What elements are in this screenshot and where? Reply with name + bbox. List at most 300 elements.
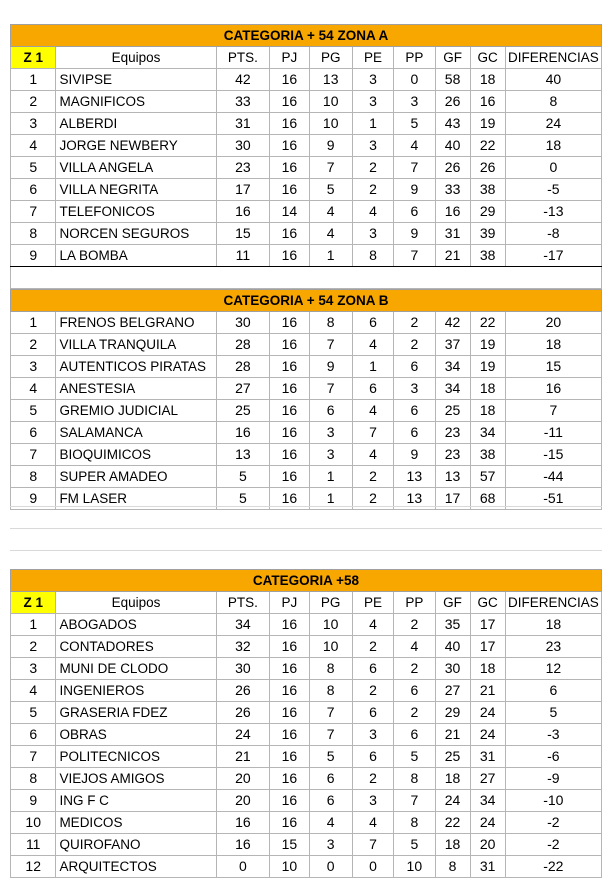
lost-cell[interactable]: 10 bbox=[394, 856, 435, 878]
won-cell[interactable]: 7 bbox=[309, 334, 352, 356]
team-name-cell[interactable]: MUNI DE CLODO bbox=[56, 658, 216, 680]
rank-cell[interactable]: 5 bbox=[11, 400, 56, 422]
points-cell[interactable]: 28 bbox=[216, 356, 270, 378]
goals-for-cell[interactable]: 18 bbox=[435, 834, 470, 856]
played-cell[interactable]: 16 bbox=[270, 812, 309, 834]
goals-for-cell[interactable]: 31 bbox=[435, 223, 470, 245]
goals-against-cell[interactable]: 38 bbox=[470, 179, 505, 201]
played-cell[interactable]: 16 bbox=[270, 466, 309, 488]
lost-cell[interactable]: 2 bbox=[394, 658, 435, 680]
goal-difference-cell[interactable]: -51 bbox=[505, 488, 601, 510]
header-cell[interactable]: DIFERENCIAS bbox=[505, 592, 601, 614]
goals-against-cell[interactable]: 68 bbox=[470, 488, 505, 510]
played-cell[interactable]: 16 bbox=[270, 790, 309, 812]
team-name-cell[interactable]: JORGE NEWBERY bbox=[56, 135, 216, 157]
team-name-cell[interactable]: MAGNIFICOS bbox=[56, 91, 216, 113]
won-cell[interactable]: 4 bbox=[309, 223, 352, 245]
goals-for-cell[interactable]: 34 bbox=[435, 378, 470, 400]
rank-cell[interactable]: 4 bbox=[11, 135, 56, 157]
won-cell[interactable]: 3 bbox=[309, 834, 352, 856]
played-cell[interactable]: 16 bbox=[270, 356, 309, 378]
rank-cell[interactable]: 6 bbox=[11, 179, 56, 201]
table-title[interactable]: CATEGORIA +58 bbox=[11, 570, 602, 592]
rank-cell[interactable]: 11 bbox=[11, 834, 56, 856]
lost-cell[interactable]: 13 bbox=[394, 466, 435, 488]
points-cell[interactable]: 33 bbox=[216, 91, 270, 113]
played-cell[interactable]: 16 bbox=[270, 135, 309, 157]
goals-for-cell[interactable]: 23 bbox=[435, 444, 470, 466]
lost-cell[interactable]: 8 bbox=[394, 768, 435, 790]
played-cell[interactable]: 16 bbox=[270, 91, 309, 113]
goals-for-cell[interactable]: 27 bbox=[435, 680, 470, 702]
goals-against-cell[interactable]: 24 bbox=[470, 724, 505, 746]
rank-cell[interactable]: 4 bbox=[11, 378, 56, 400]
goals-for-cell[interactable]: 21 bbox=[435, 724, 470, 746]
goals-against-cell[interactable]: 18 bbox=[470, 400, 505, 422]
goals-against-cell[interactable]: 26 bbox=[470, 157, 505, 179]
played-cell[interactable]: 16 bbox=[270, 400, 309, 422]
points-cell[interactable]: 27 bbox=[216, 378, 270, 400]
won-cell[interactable]: 1 bbox=[309, 488, 352, 510]
empty-cell[interactable] bbox=[11, 267, 602, 289]
points-cell[interactable]: 26 bbox=[216, 680, 270, 702]
rank-cell[interactable]: 4 bbox=[11, 680, 56, 702]
points-cell[interactable]: 23 bbox=[216, 157, 270, 179]
goals-against-cell[interactable]: 27 bbox=[470, 768, 505, 790]
zone-header-cell[interactable]: Z 1 bbox=[11, 592, 56, 614]
goals-for-cell[interactable]: 24 bbox=[435, 790, 470, 812]
lost-cell[interactable]: 8 bbox=[394, 812, 435, 834]
played-cell[interactable]: 16 bbox=[270, 422, 309, 444]
team-name-cell[interactable]: SIVIPSE bbox=[56, 69, 216, 91]
drawn-cell[interactable]: 1 bbox=[352, 356, 393, 378]
points-cell[interactable]: 42 bbox=[216, 69, 270, 91]
goals-against-cell[interactable]: 31 bbox=[470, 856, 505, 878]
played-cell[interactable]: 16 bbox=[270, 334, 309, 356]
header-cell[interactable]: PTS. bbox=[216, 592, 270, 614]
drawn-cell[interactable]: 4 bbox=[352, 812, 393, 834]
table-title[interactable]: CATEGORIA + 54 ZONA A bbox=[11, 25, 602, 47]
goal-difference-cell[interactable]: -11 bbox=[505, 422, 601, 444]
won-cell[interactable]: 7 bbox=[309, 157, 352, 179]
goal-difference-cell[interactable]: 8 bbox=[505, 91, 601, 113]
goals-for-cell[interactable]: 33 bbox=[435, 179, 470, 201]
team-name-cell[interactable]: VILLA TRANQUILA bbox=[56, 334, 216, 356]
rank-cell[interactable]: 3 bbox=[11, 658, 56, 680]
points-cell[interactable]: 16 bbox=[216, 812, 270, 834]
rank-cell[interactable]: 7 bbox=[11, 201, 56, 223]
drawn-cell[interactable]: 6 bbox=[352, 746, 393, 768]
rank-cell[interactable]: 3 bbox=[11, 113, 56, 135]
team-name-cell[interactable]: FRENOS BELGRANO bbox=[56, 312, 216, 334]
drawn-cell[interactable]: 4 bbox=[352, 400, 393, 422]
drawn-cell[interactable]: 8 bbox=[352, 245, 393, 267]
header-cell[interactable]: PE bbox=[352, 47, 393, 69]
team-name-cell[interactable]: AUTENTICOS PIRATAS bbox=[56, 356, 216, 378]
lost-cell[interactable]: 2 bbox=[394, 614, 435, 636]
drawn-cell[interactable]: 6 bbox=[352, 312, 393, 334]
points-cell[interactable]: 28 bbox=[216, 334, 270, 356]
goals-for-cell[interactable]: 37 bbox=[435, 334, 470, 356]
header-cell[interactable]: Equipos bbox=[56, 592, 216, 614]
played-cell[interactable]: 16 bbox=[270, 179, 309, 201]
points-cell[interactable]: 13 bbox=[216, 444, 270, 466]
team-name-cell[interactable]: ING F C bbox=[56, 790, 216, 812]
points-cell[interactable]: 26 bbox=[216, 702, 270, 724]
drawn-cell[interactable]: 7 bbox=[352, 834, 393, 856]
drawn-cell[interactable]: 4 bbox=[352, 201, 393, 223]
played-cell[interactable]: 16 bbox=[270, 245, 309, 267]
won-cell[interactable]: 3 bbox=[309, 444, 352, 466]
won-cell[interactable]: 7 bbox=[309, 724, 352, 746]
drawn-cell[interactable]: 3 bbox=[352, 69, 393, 91]
goals-for-cell[interactable]: 23 bbox=[435, 422, 470, 444]
goals-against-cell[interactable]: 22 bbox=[470, 312, 505, 334]
header-cell[interactable]: GF bbox=[435, 592, 470, 614]
points-cell[interactable]: 24 bbox=[216, 724, 270, 746]
goal-difference-cell[interactable]: -44 bbox=[505, 466, 601, 488]
team-name-cell[interactable]: SUPER AMADEO bbox=[56, 466, 216, 488]
points-cell[interactable]: 16 bbox=[216, 422, 270, 444]
team-name-cell[interactable]: INGENIEROS bbox=[56, 680, 216, 702]
drawn-cell[interactable]: 3 bbox=[352, 724, 393, 746]
won-cell[interactable]: 10 bbox=[309, 91, 352, 113]
lost-cell[interactable]: 6 bbox=[394, 680, 435, 702]
won-cell[interactable]: 10 bbox=[309, 614, 352, 636]
rank-cell[interactable]: 1 bbox=[11, 69, 56, 91]
goals-against-cell[interactable]: 34 bbox=[470, 422, 505, 444]
goals-against-cell[interactable]: 24 bbox=[470, 812, 505, 834]
goals-against-cell[interactable]: 17 bbox=[470, 636, 505, 658]
goals-against-cell[interactable]: 39 bbox=[470, 223, 505, 245]
goals-against-cell[interactable]: 17 bbox=[470, 614, 505, 636]
goal-difference-cell[interactable]: -15 bbox=[505, 444, 601, 466]
header-cell[interactable]: GC bbox=[470, 592, 505, 614]
goal-difference-cell[interactable]: 16 bbox=[505, 378, 601, 400]
goals-against-cell[interactable]: 34 bbox=[470, 790, 505, 812]
team-name-cell[interactable]: NORCEN SEGUROS bbox=[56, 223, 216, 245]
points-cell[interactable]: 15 bbox=[216, 223, 270, 245]
drawn-cell[interactable]: 3 bbox=[352, 223, 393, 245]
rank-cell[interactable]: 5 bbox=[11, 157, 56, 179]
goal-difference-cell[interactable]: -13 bbox=[505, 201, 601, 223]
goal-difference-cell[interactable]: -3 bbox=[505, 724, 601, 746]
points-cell[interactable]: 31 bbox=[216, 113, 270, 135]
rank-cell[interactable]: 6 bbox=[11, 422, 56, 444]
goals-against-cell[interactable]: 29 bbox=[470, 201, 505, 223]
goal-difference-cell[interactable]: -9 bbox=[505, 768, 601, 790]
points-cell[interactable]: 30 bbox=[216, 135, 270, 157]
goals-against-cell[interactable]: 21 bbox=[470, 680, 505, 702]
goals-against-cell[interactable]: 16 bbox=[470, 91, 505, 113]
header-cell[interactable]: GF bbox=[435, 47, 470, 69]
played-cell[interactable]: 16 bbox=[270, 724, 309, 746]
won-cell[interactable]: 5 bbox=[309, 179, 352, 201]
header-cell[interactable]: PJ bbox=[270, 592, 309, 614]
goals-against-cell[interactable]: 24 bbox=[470, 702, 505, 724]
drawn-cell[interactable]: 2 bbox=[352, 157, 393, 179]
rank-cell[interactable]: 2 bbox=[11, 91, 56, 113]
goals-for-cell[interactable]: 17 bbox=[435, 488, 470, 510]
goals-against-cell[interactable]: 38 bbox=[470, 444, 505, 466]
team-name-cell[interactable]: GRASERIA FDEZ bbox=[56, 702, 216, 724]
points-cell[interactable]: 30 bbox=[216, 312, 270, 334]
won-cell[interactable]: 6 bbox=[309, 790, 352, 812]
header-cell[interactable]: PJ bbox=[270, 47, 309, 69]
drawn-cell[interactable]: 6 bbox=[352, 702, 393, 724]
drawn-cell[interactable]: 4 bbox=[352, 444, 393, 466]
team-name-cell[interactable]: MEDICOS bbox=[56, 812, 216, 834]
played-cell[interactable]: 16 bbox=[270, 636, 309, 658]
drawn-cell[interactable]: 6 bbox=[352, 658, 393, 680]
team-name-cell[interactable]: FM LASER bbox=[56, 488, 216, 510]
drawn-cell[interactable]: 2 bbox=[352, 466, 393, 488]
goals-against-cell[interactable]: 19 bbox=[470, 334, 505, 356]
points-cell[interactable]: 20 bbox=[216, 790, 270, 812]
team-name-cell[interactable]: ALBERDI bbox=[56, 113, 216, 135]
goals-against-cell[interactable]: 57 bbox=[470, 466, 505, 488]
played-cell[interactable]: 16 bbox=[270, 614, 309, 636]
goals-against-cell[interactable]: 22 bbox=[470, 135, 505, 157]
goal-difference-cell[interactable]: 7 bbox=[505, 400, 601, 422]
goals-for-cell[interactable]: 26 bbox=[435, 91, 470, 113]
points-cell[interactable]: 5 bbox=[216, 488, 270, 510]
goal-difference-cell[interactable]: 23 bbox=[505, 636, 601, 658]
won-cell[interactable]: 8 bbox=[309, 658, 352, 680]
goals-for-cell[interactable]: 40 bbox=[435, 636, 470, 658]
header-cell[interactable]: GC bbox=[470, 47, 505, 69]
team-name-cell[interactable]: SALAMANCA bbox=[56, 422, 216, 444]
goal-difference-cell[interactable]: 5 bbox=[505, 702, 601, 724]
rank-cell[interactable]: 2 bbox=[11, 636, 56, 658]
drawn-cell[interactable]: 2 bbox=[352, 768, 393, 790]
goals-for-cell[interactable]: 29 bbox=[435, 702, 470, 724]
header-cell[interactable]: DIFERENCIAS bbox=[505, 47, 601, 69]
won-cell[interactable]: 7 bbox=[309, 378, 352, 400]
won-cell[interactable]: 8 bbox=[309, 312, 352, 334]
drawn-cell[interactable]: 2 bbox=[352, 179, 393, 201]
lost-cell[interactable]: 13 bbox=[394, 488, 435, 510]
played-cell[interactable]: 16 bbox=[270, 658, 309, 680]
team-name-cell[interactable]: POLITECNICOS bbox=[56, 746, 216, 768]
played-cell[interactable]: 16 bbox=[270, 488, 309, 510]
won-cell[interactable]: 1 bbox=[309, 466, 352, 488]
rank-cell[interactable]: 1 bbox=[11, 614, 56, 636]
lost-cell[interactable]: 7 bbox=[394, 790, 435, 812]
goals-against-cell[interactable]: 38 bbox=[470, 245, 505, 267]
team-name-cell[interactable]: TELEFONICOS bbox=[56, 201, 216, 223]
won-cell[interactable]: 0 bbox=[309, 856, 352, 878]
played-cell[interactable]: 16 bbox=[270, 113, 309, 135]
won-cell[interactable]: 6 bbox=[309, 768, 352, 790]
goals-against-cell[interactable]: 31 bbox=[470, 746, 505, 768]
played-cell[interactable]: 16 bbox=[270, 378, 309, 400]
lost-cell[interactable]: 6 bbox=[394, 400, 435, 422]
goals-for-cell[interactable]: 25 bbox=[435, 400, 470, 422]
team-name-cell[interactable]: ARQUITECTOS bbox=[56, 856, 216, 878]
drawn-cell[interactable]: 3 bbox=[352, 135, 393, 157]
goals-for-cell[interactable]: 18 bbox=[435, 768, 470, 790]
points-cell[interactable]: 25 bbox=[216, 400, 270, 422]
drawn-cell[interactable]: 0 bbox=[352, 856, 393, 878]
played-cell[interactable]: 16 bbox=[270, 69, 309, 91]
lost-cell[interactable]: 5 bbox=[394, 113, 435, 135]
rank-cell[interactable]: 8 bbox=[11, 466, 56, 488]
points-cell[interactable]: 11 bbox=[216, 245, 270, 267]
lost-cell[interactable]: 4 bbox=[394, 135, 435, 157]
goal-difference-cell[interactable]: 12 bbox=[505, 658, 601, 680]
header-cell[interactable]: PP bbox=[394, 47, 435, 69]
goal-difference-cell[interactable]: 24 bbox=[505, 113, 601, 135]
lost-cell[interactable]: 6 bbox=[394, 201, 435, 223]
goal-difference-cell[interactable]: -8 bbox=[505, 223, 601, 245]
rank-cell[interactable]: 3 bbox=[11, 356, 56, 378]
goal-difference-cell[interactable]: 18 bbox=[505, 614, 601, 636]
lost-cell[interactable]: 2 bbox=[394, 702, 435, 724]
team-name-cell[interactable]: ANESTESIA bbox=[56, 378, 216, 400]
goal-difference-cell[interactable]: -2 bbox=[505, 834, 601, 856]
lost-cell[interactable]: 6 bbox=[394, 724, 435, 746]
goals-for-cell[interactable]: 26 bbox=[435, 157, 470, 179]
won-cell[interactable]: 10 bbox=[309, 113, 352, 135]
points-cell[interactable]: 32 bbox=[216, 636, 270, 658]
team-name-cell[interactable]: ABOGADOS bbox=[56, 614, 216, 636]
rank-cell[interactable]: 9 bbox=[11, 790, 56, 812]
goals-against-cell[interactable]: 18 bbox=[470, 69, 505, 91]
rank-cell[interactable]: 8 bbox=[11, 768, 56, 790]
goal-difference-cell[interactable]: 0 bbox=[505, 157, 601, 179]
team-name-cell[interactable]: LA BOMBA bbox=[56, 245, 216, 267]
lost-cell[interactable]: 2 bbox=[394, 312, 435, 334]
goals-for-cell[interactable]: 30 bbox=[435, 658, 470, 680]
drawn-cell[interactable]: 7 bbox=[352, 422, 393, 444]
header-cell[interactable]: PTS. bbox=[216, 47, 270, 69]
points-cell[interactable]: 0 bbox=[216, 856, 270, 878]
lost-cell[interactable]: 5 bbox=[394, 834, 435, 856]
goals-for-cell[interactable]: 58 bbox=[435, 69, 470, 91]
header-cell[interactable]: PP bbox=[394, 592, 435, 614]
drawn-cell[interactable]: 2 bbox=[352, 636, 393, 658]
goal-difference-cell[interactable]: -17 bbox=[505, 245, 601, 267]
header-cell[interactable]: PG bbox=[309, 47, 352, 69]
goals-for-cell[interactable]: 8 bbox=[435, 856, 470, 878]
team-name-cell[interactable]: VILLA ANGELA bbox=[56, 157, 216, 179]
lost-cell[interactable]: 5 bbox=[394, 746, 435, 768]
won-cell[interactable]: 9 bbox=[309, 135, 352, 157]
goals-for-cell[interactable]: 42 bbox=[435, 312, 470, 334]
lost-cell[interactable]: 4 bbox=[394, 636, 435, 658]
goals-for-cell[interactable]: 22 bbox=[435, 812, 470, 834]
points-cell[interactable]: 34 bbox=[216, 614, 270, 636]
won-cell[interactable]: 5 bbox=[309, 746, 352, 768]
played-cell[interactable]: 16 bbox=[270, 702, 309, 724]
lost-cell[interactable]: 0 bbox=[394, 69, 435, 91]
goal-difference-cell[interactable]: -10 bbox=[505, 790, 601, 812]
goal-difference-cell[interactable]: 15 bbox=[505, 356, 601, 378]
rank-cell[interactable]: 7 bbox=[11, 746, 56, 768]
rank-cell[interactable]: 6 bbox=[11, 724, 56, 746]
rank-cell[interactable]: 10 bbox=[11, 812, 56, 834]
drawn-cell[interactable]: 2 bbox=[352, 680, 393, 702]
goal-difference-cell[interactable]: -22 bbox=[505, 856, 601, 878]
goal-difference-cell[interactable]: -5 bbox=[505, 179, 601, 201]
won-cell[interactable]: 7 bbox=[309, 702, 352, 724]
goals-for-cell[interactable]: 34 bbox=[435, 356, 470, 378]
lost-cell[interactable]: 3 bbox=[394, 91, 435, 113]
lost-cell[interactable]: 9 bbox=[394, 179, 435, 201]
goals-against-cell[interactable]: 19 bbox=[470, 113, 505, 135]
played-cell[interactable]: 16 bbox=[270, 157, 309, 179]
points-cell[interactable]: 16 bbox=[216, 201, 270, 223]
goals-for-cell[interactable]: 21 bbox=[435, 245, 470, 267]
table-title[interactable]: CATEGORIA + 54 ZONA B bbox=[11, 290, 602, 312]
won-cell[interactable]: 10 bbox=[309, 636, 352, 658]
lost-cell[interactable]: 7 bbox=[394, 245, 435, 267]
goal-difference-cell[interactable]: -2 bbox=[505, 812, 601, 834]
goals-for-cell[interactable]: 35 bbox=[435, 614, 470, 636]
won-cell[interactable]: 6 bbox=[309, 400, 352, 422]
drawn-cell[interactable]: 3 bbox=[352, 91, 393, 113]
header-cell[interactable]: PG bbox=[309, 592, 352, 614]
rank-cell[interactable]: 12 bbox=[11, 856, 56, 878]
played-cell[interactable]: 15 bbox=[270, 834, 309, 856]
goal-difference-cell[interactable]: 18 bbox=[505, 334, 601, 356]
goals-for-cell[interactable]: 16 bbox=[435, 201, 470, 223]
goals-against-cell[interactable]: 20 bbox=[470, 834, 505, 856]
points-cell[interactable]: 5 bbox=[216, 466, 270, 488]
played-cell[interactable]: 14 bbox=[270, 201, 309, 223]
zone-header-cell[interactable]: Z 1 bbox=[11, 47, 56, 69]
team-name-cell[interactable]: VIEJOS AMIGOS bbox=[56, 768, 216, 790]
goals-for-cell[interactable]: 40 bbox=[435, 135, 470, 157]
team-name-cell[interactable]: CONTADORES bbox=[56, 636, 216, 658]
goals-for-cell[interactable]: 13 bbox=[435, 466, 470, 488]
header-cell[interactable]: Equipos bbox=[56, 47, 216, 69]
played-cell[interactable]: 16 bbox=[270, 680, 309, 702]
lost-cell[interactable]: 7 bbox=[394, 157, 435, 179]
goal-difference-cell[interactable]: 6 bbox=[505, 680, 601, 702]
drawn-cell[interactable]: 4 bbox=[352, 614, 393, 636]
lost-cell[interactable]: 3 bbox=[394, 378, 435, 400]
goals-for-cell[interactable]: 25 bbox=[435, 746, 470, 768]
played-cell[interactable]: 16 bbox=[270, 768, 309, 790]
rank-cell[interactable]: 9 bbox=[11, 245, 56, 267]
points-cell[interactable]: 20 bbox=[216, 768, 270, 790]
goals-against-cell[interactable]: 18 bbox=[470, 378, 505, 400]
drawn-cell[interactable]: 3 bbox=[352, 790, 393, 812]
won-cell[interactable]: 9 bbox=[309, 356, 352, 378]
lost-cell[interactable]: 9 bbox=[394, 223, 435, 245]
won-cell[interactable]: 1 bbox=[309, 245, 352, 267]
played-cell[interactable]: 10 bbox=[270, 856, 309, 878]
rank-cell[interactable]: 9 bbox=[11, 488, 56, 510]
goals-for-cell[interactable]: 43 bbox=[435, 113, 470, 135]
played-cell[interactable]: 16 bbox=[270, 444, 309, 466]
lost-cell[interactable]: 6 bbox=[394, 356, 435, 378]
points-cell[interactable]: 16 bbox=[216, 834, 270, 856]
team-name-cell[interactable]: VILLA NEGRITA bbox=[56, 179, 216, 201]
drawn-cell[interactable]: 6 bbox=[352, 378, 393, 400]
drawn-cell[interactable]: 4 bbox=[352, 334, 393, 356]
goals-against-cell[interactable]: 18 bbox=[470, 658, 505, 680]
played-cell[interactable]: 16 bbox=[270, 223, 309, 245]
header-cell[interactable]: PE bbox=[352, 592, 393, 614]
rank-cell[interactable]: 7 bbox=[11, 444, 56, 466]
lost-cell[interactable]: 9 bbox=[394, 444, 435, 466]
team-name-cell[interactable]: QUIROFANO bbox=[56, 834, 216, 856]
lost-cell[interactable]: 6 bbox=[394, 422, 435, 444]
drawn-cell[interactable]: 2 bbox=[352, 488, 393, 510]
